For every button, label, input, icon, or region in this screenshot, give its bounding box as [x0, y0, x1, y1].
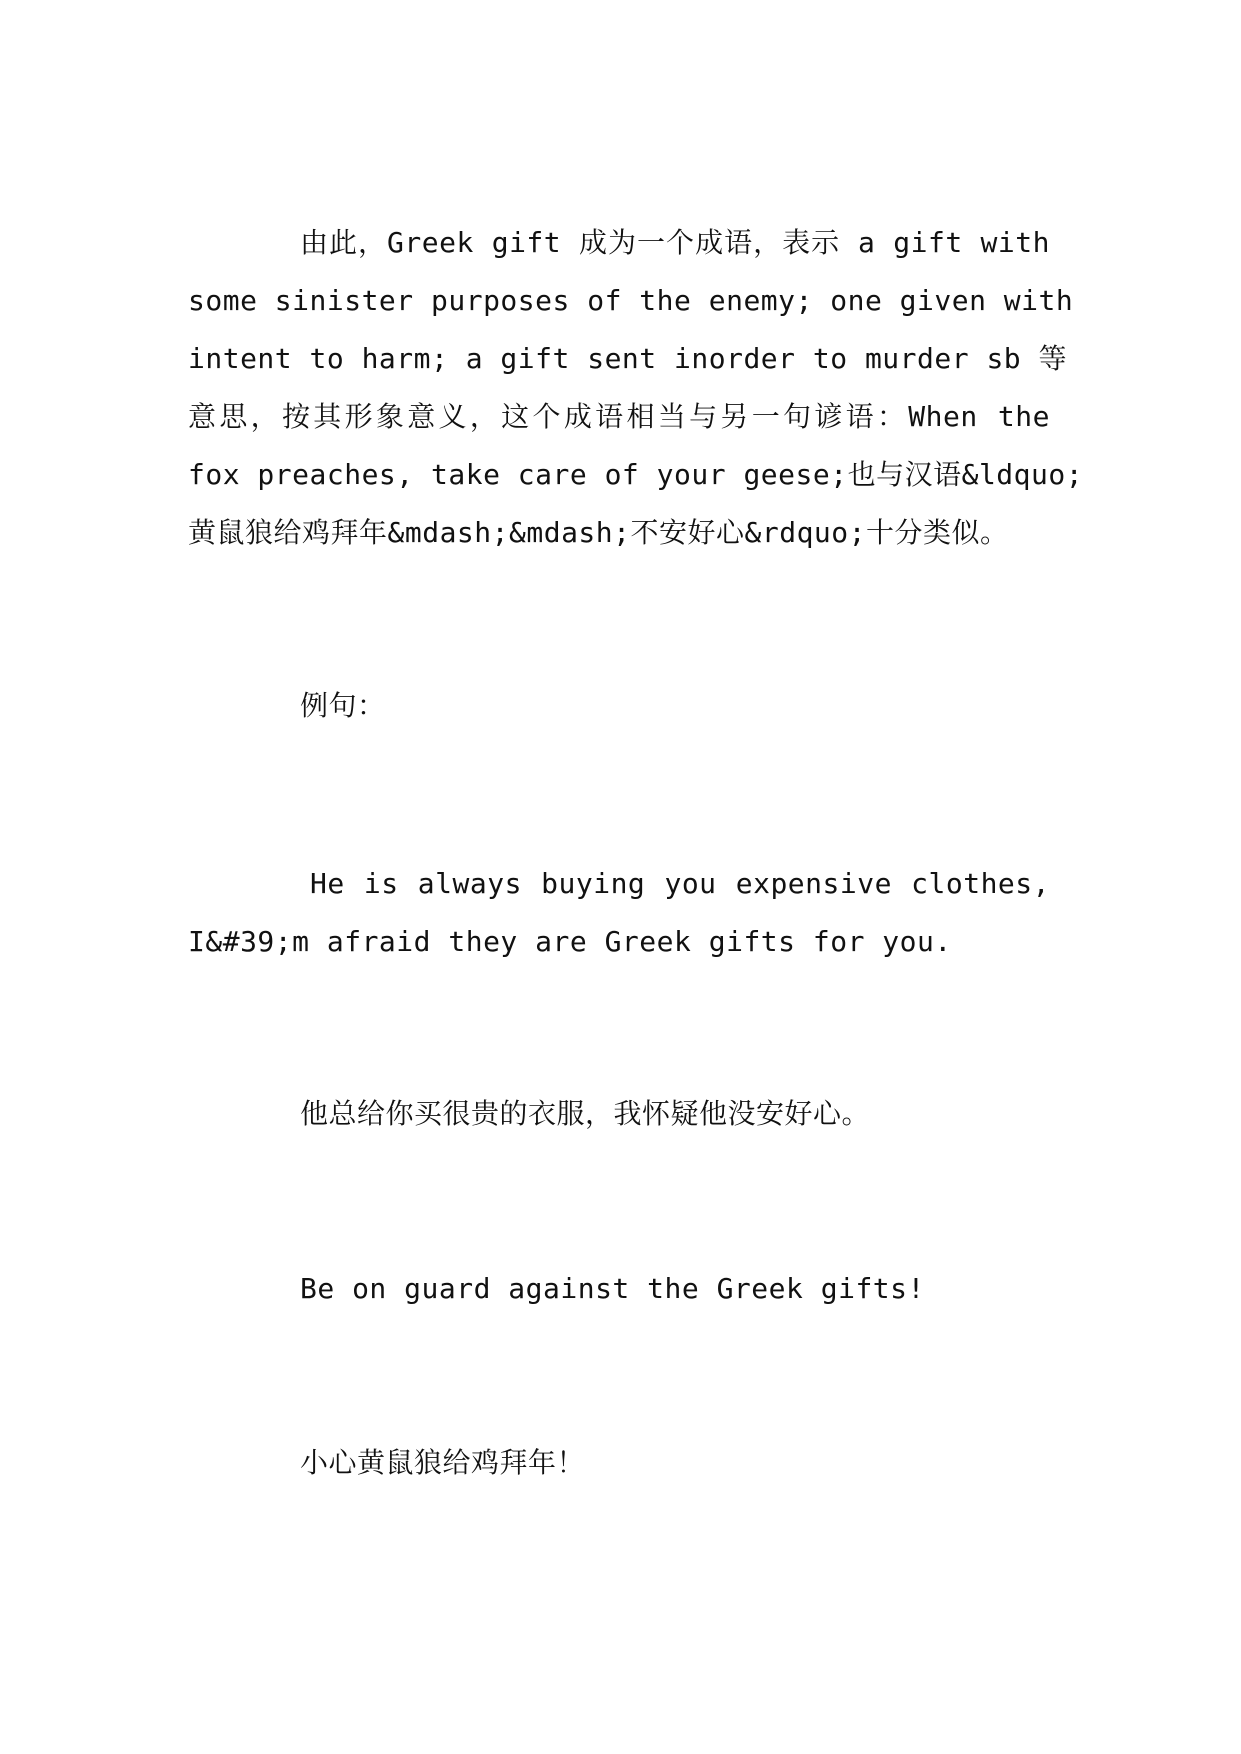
example-2-translation: 小心黄鼠狼给鸡拜年！: [300, 1446, 586, 1479]
paragraph-line-4: 意思，按其形象意义，这个成语相当与另一句谚语：When the: [188, 400, 1050, 433]
example-heading: 例句：: [300, 689, 386, 722]
example-1-line-2: I&#39;m afraid they are Greek gifts for you.: [188, 925, 952, 958]
example-2-sentence: Be on guard against the Greek gifts!: [300, 1272, 925, 1305]
paragraph-line-2: some sinister purposes of the enemy; one given with: [188, 284, 1074, 317]
example-1-line-1: He is always buying you expensive clothes,: [310, 867, 1050, 900]
paragraph-line-1: 由此，Greek gift 成为一个成语，表示 a gift with: [300, 226, 1050, 259]
paragraph-line-6: 黄鼠狼给鸡拜年&mdash;&mdash;不安好心&rdquo;十分类似。: [188, 516, 1009, 549]
paragraph-line-5: fox preaches, take care of your geese;也与汉语&ldquo;: [188, 458, 1084, 491]
paragraph-line-3: intent to harm; a gift sent inorder to murder sb 等: [188, 342, 1068, 375]
example-1-translation: 他总给你买很贵的衣服，我怀疑他没安好心。: [300, 1097, 871, 1130]
